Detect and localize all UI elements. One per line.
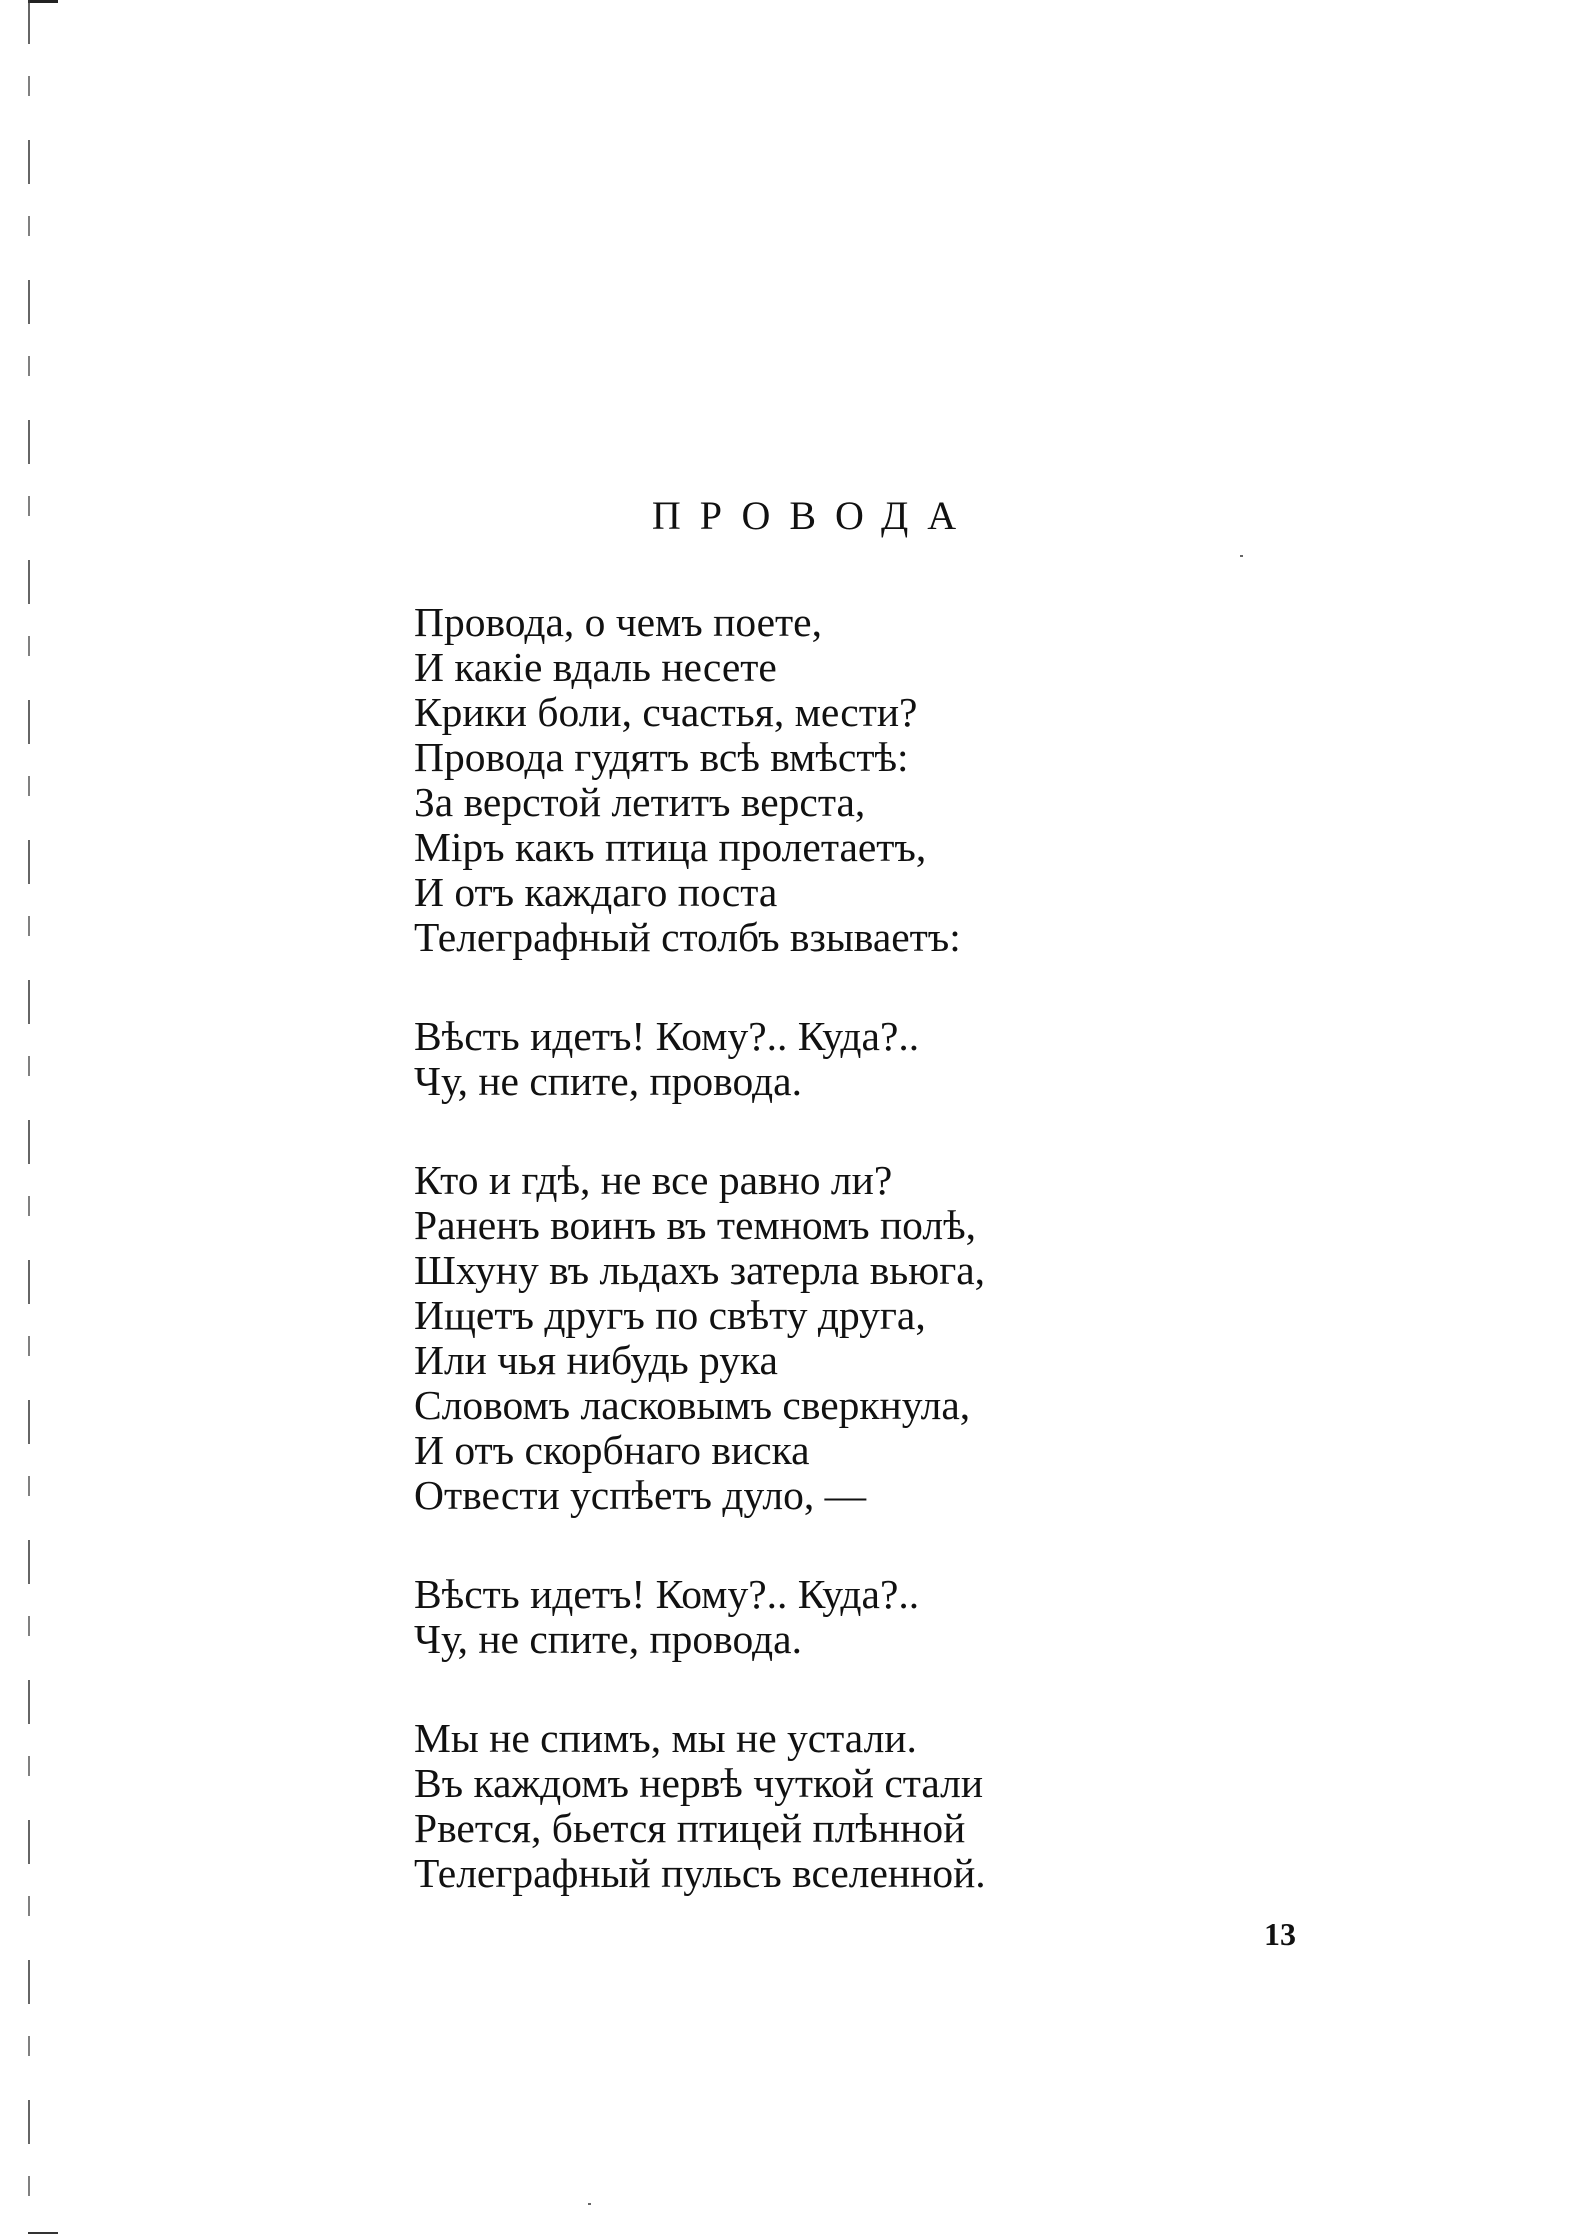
verse-line: Вѣсть идетъ! Кому?.. Куда?.. — [414, 1571, 920, 1617]
verse-line: Мы не спимъ, мы не устали. — [414, 1715, 917, 1761]
stanza-refrain — [414, 1572, 1174, 1662]
verse-line: Рвется, бьется птицей плѣнной — [414, 1805, 966, 1851]
scan-edge-top — [28, 0, 58, 3]
verse-line: За верстой летитъ верста, — [414, 779, 866, 825]
verse-line: Ищетъ другъ по свѣту друга, — [414, 1292, 926, 1338]
stanza — [414, 1158, 1174, 1518]
verse-line: Телеграфный столбъ взываетъ: — [414, 914, 961, 960]
verse-line: Отвести успѣетъ дуло, — — [414, 1472, 867, 1518]
page-number: 13 — [1264, 1916, 1296, 1952]
verse-line: Кто и гдѣ, не все равно ли? — [414, 1157, 893, 1203]
stanza-refrain — [414, 1014, 1174, 1104]
verse-line: Провода, о чемъ поете, — [414, 599, 822, 645]
verse-line: Крики боли, счастья, мести? — [414, 689, 918, 735]
verse-line: Чу, не спите, провода. — [414, 1616, 802, 1662]
verse-line: Въ каждомъ нервѣ чуткой стали — [414, 1760, 984, 1806]
verse-line: И отъ каждаго поста — [414, 869, 778, 915]
verse-line: Телеграфный пульсъ вселенной. — [414, 1850, 986, 1896]
verse-line: Шхуну въ льдахъ затерла вьюга, — [414, 1247, 986, 1293]
scan-edge-bottom — [28, 2232, 58, 2234]
scan-edge-left — [28, 0, 30, 2240]
stanza — [414, 1716, 1174, 1896]
verse-line: Чу, не спите, провода. — [414, 1058, 802, 1104]
verse-line: И какіе вдаль несете — [414, 644, 777, 690]
verse-line: Міръ какъ птица пролетаетъ, — [414, 824, 927, 870]
verse-line: Вѣсть идетъ! Кому?.. Куда?.. — [414, 1013, 920, 1059]
verse-line: Или чья нибудь рука — [414, 1337, 778, 1383]
verse-line: Раненъ воинъ въ темномъ полѣ, — [414, 1202, 976, 1248]
verse-line: И отъ скорбнаго виска — [414, 1427, 810, 1473]
scan-speck — [588, 2203, 591, 2205]
poem-title: ПРОВОДА — [651, 493, 976, 538]
scan-speck — [1240, 555, 1243, 557]
verse-line: Провода гудятъ всѣ вмѣстѣ: — [414, 734, 909, 780]
stanza — [414, 600, 1174, 960]
verse-line: Словомъ ласковымъ сверкнула, — [414, 1382, 971, 1428]
poem-body — [414, 600, 1174, 1950]
